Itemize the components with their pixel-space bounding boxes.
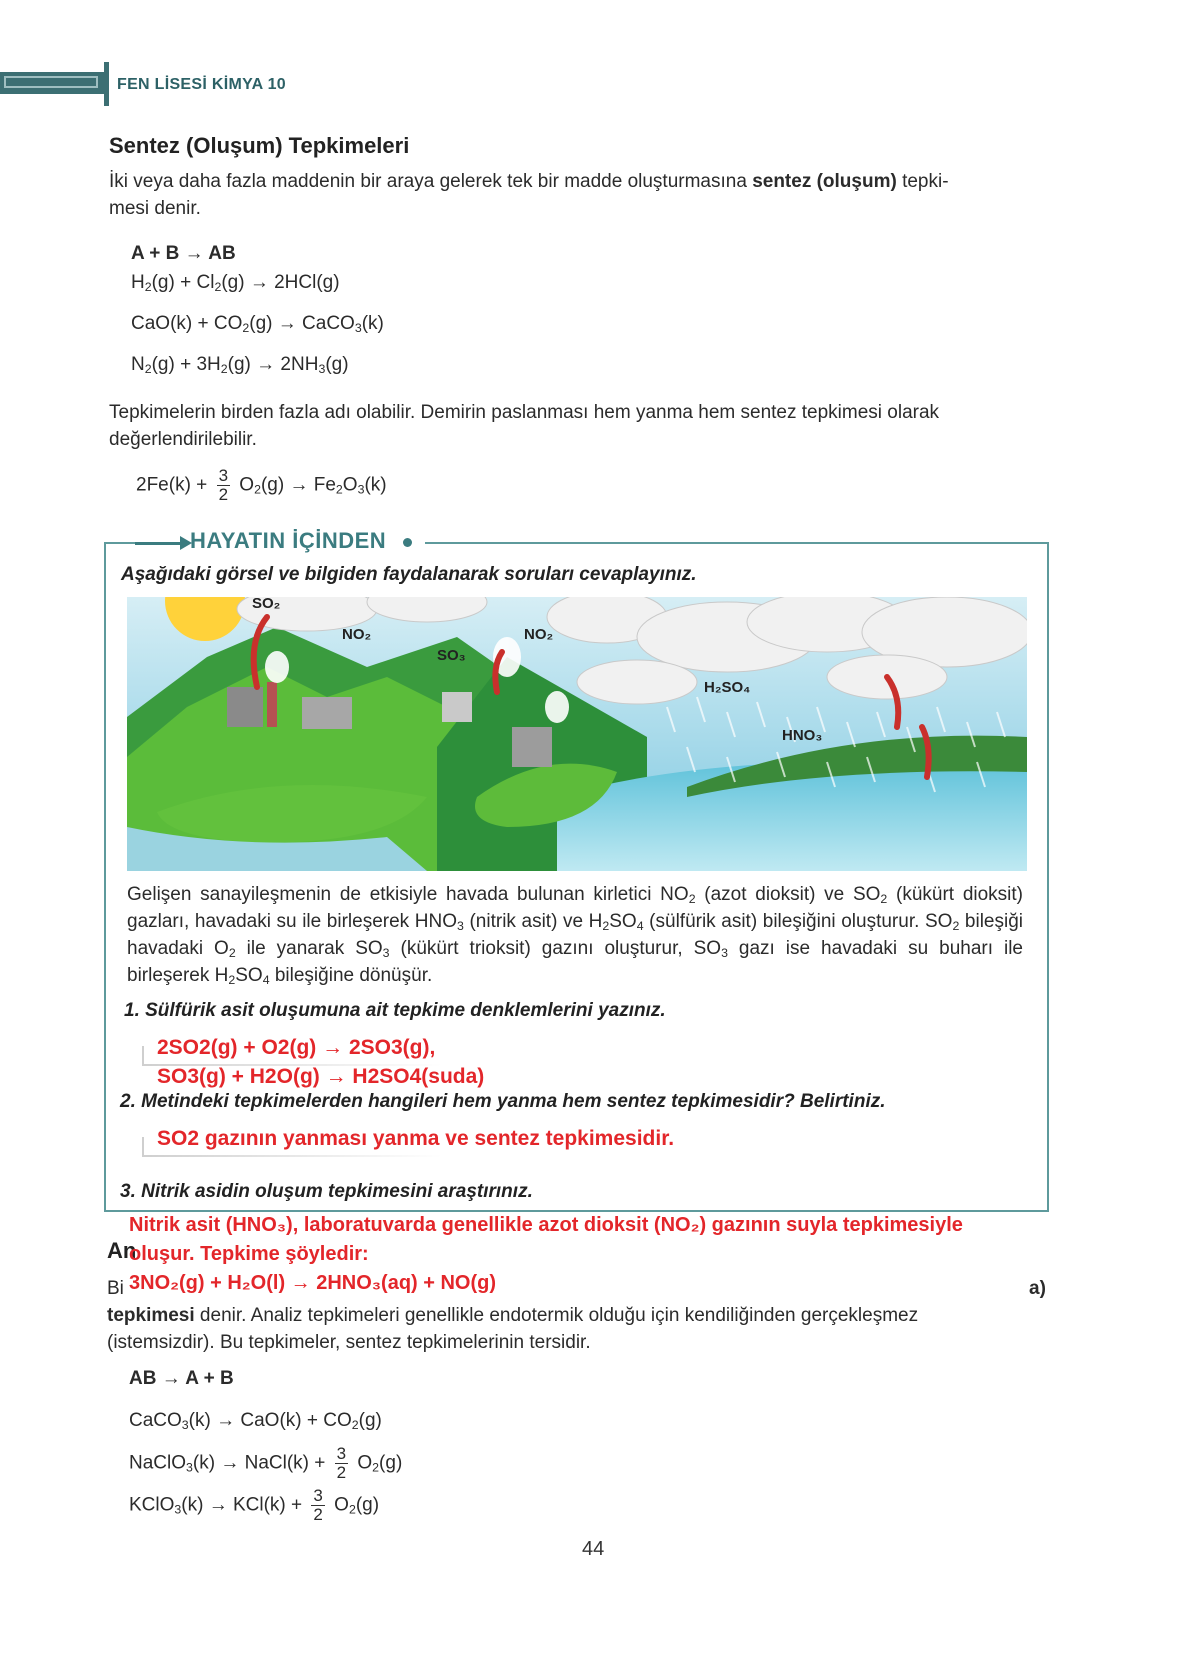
analysis-heading: An bbox=[107, 1238, 137, 1263]
acid-rain-illustration bbox=[127, 597, 1027, 871]
answer-3-line3: 3NO₂(g) + H₂O(l) → 2HNO₃(aq) + NO(g) bbox=[129, 1272, 497, 1294]
label-hno3: HNO₃ bbox=[782, 727, 823, 744]
synthesis-eq-nh3: $N_2(g) + 3H_2(g) \to 2NH_3(g)$ bbox=[131, 354, 349, 377]
analysis-general-equation: AB → A + B bbox=[129, 1368, 234, 1389]
answer-2-line bbox=[142, 1155, 442, 1157]
header-divider bbox=[104, 62, 109, 106]
synthesis-heading: Sentez (Oluşum) Tepkimeleri bbox=[109, 133, 410, 158]
box-title: HAYATIN İÇİNDEN bbox=[190, 528, 387, 553]
box-subtitle: Aşağıdaki görsel ve bilgiden faydalanarak soruları cevaplayınız. bbox=[121, 564, 697, 585]
label-no2-left: NO₂ bbox=[342, 626, 372, 643]
box-paragraph: Gelişen sanayileşmenin de etkisiyle havada bulunan kirletici $NO_2$ (azot dioksit) ve $SO_2$ (kükürt dioksit) gazları, havadaki su ile birleşerek $HNO_3$ (nitrik asit) ve $H_2SO_4$ (sülfürik asit) bileşiğini oluşturur. $SO_2$ bileşiği havadaki $O_2$ ile yanarak $SO_3$ (kükürt trioksit) gazını oluşturur, $SO_3$ gazı ise havadaki su buharı ile birleşerek $H_2SO_4$ bileşiğine dönüşür. bbox=[127, 884, 1023, 988]
question-3: 3. Nitrik asidin oluşum tepkimesini araştırınız. bbox=[120, 1181, 533, 1202]
analysis-intro-end: a) bbox=[1029, 1278, 1046, 1299]
answer-3-line2: oluşur. Tepkime şöyledir: bbox=[129, 1243, 369, 1265]
synthesis-note-line2: değerlendirilebilir. bbox=[109, 429, 257, 450]
synthesis-intro: İki veya daha fazla maddenin bir araya gelerek tek bir madde oluşturmasına sentez (oluşum) tepki- bbox=[109, 171, 949, 192]
synthesis-intro-line2: mesi denir. bbox=[109, 198, 201, 219]
synthesis-eq-caco3: $CaO(k) + CO_2(g)$ → CaCO$_3$(k) bbox=[131, 313, 384, 336]
label-no2-right: NO₂ bbox=[524, 626, 554, 643]
header-bar-ornament bbox=[0, 72, 104, 94]
question-2: 2. Metindeki tepkimelerden hangileri hem yanma hem sentez tepkimesidir? Belirtiniz. bbox=[120, 1091, 886, 1112]
label-h2so4: H₂SO₄ bbox=[704, 679, 751, 696]
analysis-eq-caco3: CaCO$_3$(k) → $CaO(k) + CO_2(g)$ bbox=[129, 1410, 382, 1433]
analysis-intro-start: Bi bbox=[107, 1278, 124, 1299]
synthesis-note: Tepkimelerin birden fazla adı olabilir. Demirin paslanması hem yanma hem sentez tepkimesi olarak bbox=[109, 402, 940, 423]
answer-1-line2: SO3(g) + H2O(g) → H2SO4(suda) bbox=[157, 1065, 485, 1088]
page-number: 44 bbox=[582, 1538, 605, 1560]
analysis-line3: (istemsizdir). Bu tepkimeler, sentez tepkimelerinin tersidir. bbox=[107, 1332, 591, 1353]
box-title-arrow-line bbox=[135, 542, 185, 545]
synthesis-general-equation: A + B → AB bbox=[131, 243, 236, 264]
analysis-eq-kclo3: KClO$_3$(k) → KCl(k) + $\frac{3}{2}$ $O_2(g)$ bbox=[129, 1486, 380, 1524]
synthesis-eq-fe2o3: 2Fe(k) + $\frac{3}{2}$ $O_2(g) \to Fe_2O_3(k)$ bbox=[136, 466, 387, 504]
answer-2: SO2 gazının yanması yanma ve sentez tepkimesidir. bbox=[157, 1127, 675, 1150]
dot-icon bbox=[403, 538, 412, 547]
analysis-line2: tepkimesi denir. Analiz tepkimeleri genellikle endotermik olduğu için kendiliğinden gerçekleşmez bbox=[107, 1305, 919, 1326]
synthesis-eq-hcl: $H_2(g) + Cl_2(g) \to 2HCl(g)$ bbox=[131, 272, 340, 295]
analysis-eq-naclo3: NaClO$_3$(k) → NaCl(k) + $\frac{3}{2}$ $O_2(g)$ bbox=[129, 1444, 403, 1482]
book-title: FEN LİSESİ KİMYA 10 bbox=[117, 76, 287, 93]
answer-1-line1: 2SO2(g) + O2(g) → 2SO3(g), bbox=[157, 1036, 436, 1059]
question-1: 1. Sülfürik asit oluşumuna ait tepkime denklemlerini yazınız. bbox=[124, 1000, 666, 1021]
label-so2: SO₂ bbox=[252, 597, 281, 612]
label-so3: SO₃ bbox=[437, 647, 466, 664]
answer-3-line1: Nitrik asit (HNO₃), laboratuvarda genellikle azot dioksit (NO₂) gazının suyla tepkimesiyle bbox=[129, 1214, 963, 1236]
